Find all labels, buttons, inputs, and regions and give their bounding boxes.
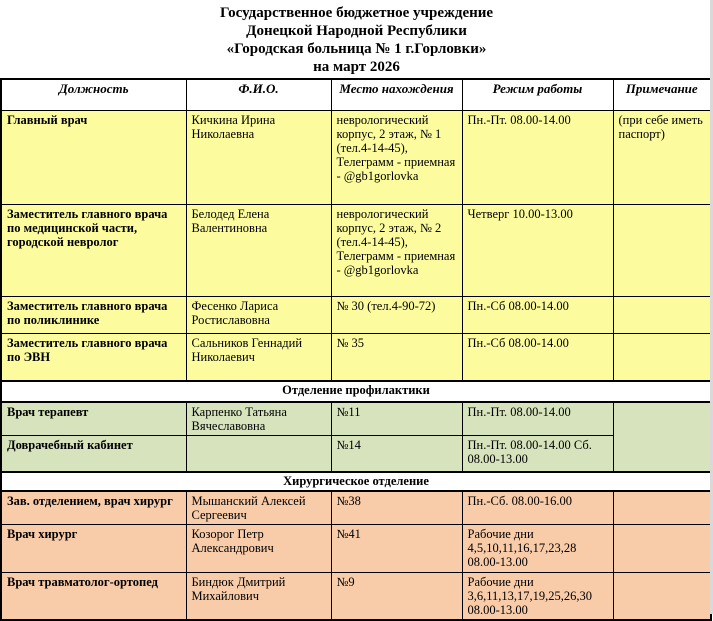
table-row <box>1 402 711 436</box>
cell-position: Зав. отделением, врач хирург <box>1 491 186 525</box>
table-row <box>1 491 711 525</box>
cell-location: № 30 (тел.4-90-72) <box>331 296 462 333</box>
cell-position: Заместитель главного врача по ЭВН <box>1 333 186 381</box>
cell-location: №9 <box>331 572 462 620</box>
cell-location: №41 <box>331 524 462 572</box>
cell-position: Заместитель главного врача по медицинской части, городской невролог <box>1 204 186 296</box>
cell-location: неврологический корпус, 2 этаж, № 1 (тел.4-14-45), Телеграмм - приемная - @gb1gorlovka <box>331 110 462 204</box>
cell-schedule: Пн.-Пт. 08.00-14.00 <box>462 110 613 204</box>
cell-schedule: Пн.-Сб. 08.00-16.00 <box>462 491 613 525</box>
cell-position: Заместитель главного врача по поликлинике <box>1 296 186 333</box>
cell-name: Сальников Геннадий Николаевич <box>186 333 331 381</box>
cell-schedule: Рабочие дни 3,6,11,13,17,19,25,26,30 08.00-13.00 <box>462 572 613 620</box>
schedule-table <box>0 78 712 621</box>
section-title: Хирургическое отделение <box>1 472 711 491</box>
cell-note <box>613 204 711 296</box>
section-header-row <box>1 381 711 402</box>
cell-location: неврологический корпус, 2 этаж, № 2 (тел.4-14-45), Телеграмм - приемная - @gb1gorlovka <box>331 204 462 296</box>
document-title <box>0 0 713 78</box>
column-header-name: Ф.И.О. <box>186 79 331 110</box>
cell-note <box>613 572 711 620</box>
cell-name <box>186 436 331 472</box>
title-line-1: Государственное бюджетное учреждение <box>219 5 494 21</box>
cell-schedule: Рабочие дни 4,5,10,11,16,17,23,28 08.00-13.00 <box>462 524 613 572</box>
cell-note <box>613 296 711 333</box>
cell-name: Кичкина Ирина Николаевна <box>186 110 331 204</box>
column-header-position: Должность <box>1 79 186 110</box>
header-row <box>1 79 711 110</box>
cell-note: (при себе иметь паспорт) <box>613 110 711 204</box>
cell-name: Биндюк Дмитрий Михайлович <box>186 572 331 620</box>
cell-location: №14 <box>331 436 462 472</box>
table-row <box>1 110 711 204</box>
table-row <box>1 572 711 620</box>
cell-note <box>613 333 711 381</box>
cell-schedule: Пн.-Сб 08.00-14.00 <box>462 296 613 333</box>
cell-location: №11 <box>331 402 462 436</box>
cell-position: Доврачебный кабинет <box>1 436 186 472</box>
cell-note <box>613 402 711 472</box>
cell-note <box>613 491 711 525</box>
section-title: Отделение профилактики <box>1 381 711 402</box>
column-header-schedule: Режим работы <box>462 79 613 110</box>
cell-position: Врач травматолог-ортопед <box>1 572 186 620</box>
cell-location: № 35 <box>331 333 462 381</box>
cell-schedule: Пн.-Сб 08.00-14.00 <box>462 333 613 381</box>
cell-schedule: Пн.-Пт. 08.00-14.00 <box>462 402 613 436</box>
title-line-4: на март 2026 <box>313 59 400 75</box>
cell-position: Главный врач <box>1 110 186 204</box>
column-header-note: Примечание <box>613 79 711 110</box>
table-row <box>1 296 711 333</box>
cell-name: Карпенко Татьяна Вячеславовна <box>186 402 331 436</box>
cell-name: Фесенко Лариса Ростиславовна <box>186 296 331 333</box>
table-row <box>1 524 711 572</box>
table-row <box>1 436 711 472</box>
section-header-row <box>1 472 711 491</box>
cell-location: №38 <box>331 491 462 525</box>
cell-name: Козорог Петр Александрович <box>186 524 331 572</box>
table-row <box>1 333 711 381</box>
cell-schedule: Четверг 10.00-13.00 <box>462 204 613 296</box>
cell-note <box>613 524 711 572</box>
title-line-2: Донецкой Народной Республики <box>246 23 467 39</box>
table-row <box>1 204 711 296</box>
cell-position: Врач хирург <box>1 524 186 572</box>
cell-position: Врач терапевт <box>1 402 186 436</box>
cell-schedule: Пн.-Пт. 08.00-14.00 Сб. 08.00-13.00 <box>462 436 613 472</box>
column-header-location: Место нахождения <box>331 79 462 110</box>
title-line-3: «Городская больница № 1 г.Горловки» <box>226 41 487 57</box>
cell-name: Мышанский Алексей Сергеевич <box>186 491 331 525</box>
cell-name: Белодед Елена Валентиновна <box>186 204 331 296</box>
